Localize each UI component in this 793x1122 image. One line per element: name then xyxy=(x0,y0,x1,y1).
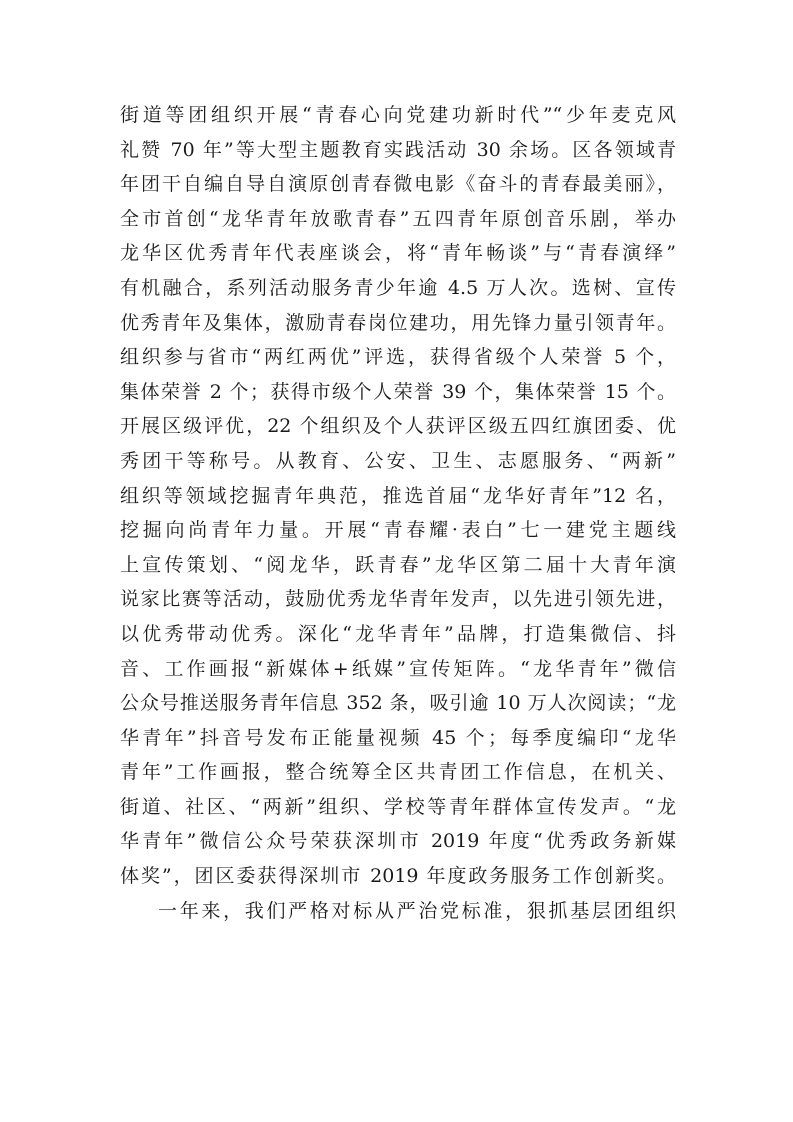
text-line: 开展区级评优，22 个组织及个人获评区级五四红旗团委、优 xyxy=(120,415,676,438)
text-line: 挖掘向尚青年力量。开展“青春耀·表白”七一建党主题线 xyxy=(120,519,676,542)
text-line: 优秀青年及集体，激励青春岗位建功，用先锋力量引领青年。 xyxy=(120,311,676,334)
text-line: 街道、社区、“两新”组织、学校等青年群体宣传发声。“龙 xyxy=(120,795,676,818)
text-line: 华青年”微信公众号荣获深圳市 2019 年度“优秀政务新媒 xyxy=(120,830,676,853)
paragraph-start-line: 一年来，我们严格对标从严治党标准，狠抓基层团组织 xyxy=(158,899,676,922)
text-line: 有机融合，系列活动服务青少年逾 4.5 万人次。选树、宣传 xyxy=(120,276,676,299)
text-line: 上宣传策划、“阅龙华，跃青春”龙华区第二届十大青年演 xyxy=(120,553,676,576)
text-line: 音、工作画报“新媒体+纸媒”宣传矩阵。“龙华青年”微信 xyxy=(120,657,676,680)
body-text xyxy=(120,98,676,928)
text-line: 礼赞 70 年”等大型主题教育实践活动 30 余场。区各领域青 xyxy=(120,138,676,161)
text-line: 组织等领域挖掘青年典范，推选首届“龙华好青年”12 名， xyxy=(120,484,676,507)
text-line: 全市首创“龙华青年放歌青春”五四青年原创音乐剧，举办 xyxy=(120,207,676,230)
text-line: 青年”工作画报，整合统筹全区共青团工作信息，在机关、 xyxy=(120,761,676,784)
text-line: 公众号推送服务青年信息 352 条，吸引逾 10 万人次阅读；“龙 xyxy=(120,692,676,715)
text-line: 体奖”，团区委获得深圳市 2019 年度政务服务工作创新奖。 xyxy=(120,865,676,888)
text-line: 秀团干等称号。从教育、公安、卫生、志愿服务、“两新” xyxy=(120,449,676,472)
text-line: 龙华区优秀青年代表座谈会，将“青年畅谈”与“青春演绎” xyxy=(120,242,676,265)
text-line: 以优秀带动优秀。深化“龙华青年”品牌，打造集微信、抖 xyxy=(120,622,676,645)
text-line: 集体荣誉 2 个；获得市级个人荣誉 39 个，集体荣誉 15 个。 xyxy=(120,380,676,403)
text-line: 年团干自编自导自演原创青春微电影《奋斗的青春最美丽》， xyxy=(120,173,676,196)
text-line: 说家比赛等活动，鼓励优秀龙华青年发声，以先进引领先进， xyxy=(120,588,676,611)
text-line: 组织参与省市“两红两优”评选，获得省级个人荣誉 5 个， xyxy=(120,346,676,369)
text-line: 街道等团组织开展“青春心向党建功新时代”“少年麦克风 xyxy=(120,104,676,126)
text-line: 华青年”抖音号发布正能量视频 45 个；每季度编印“龙华 xyxy=(120,726,676,749)
